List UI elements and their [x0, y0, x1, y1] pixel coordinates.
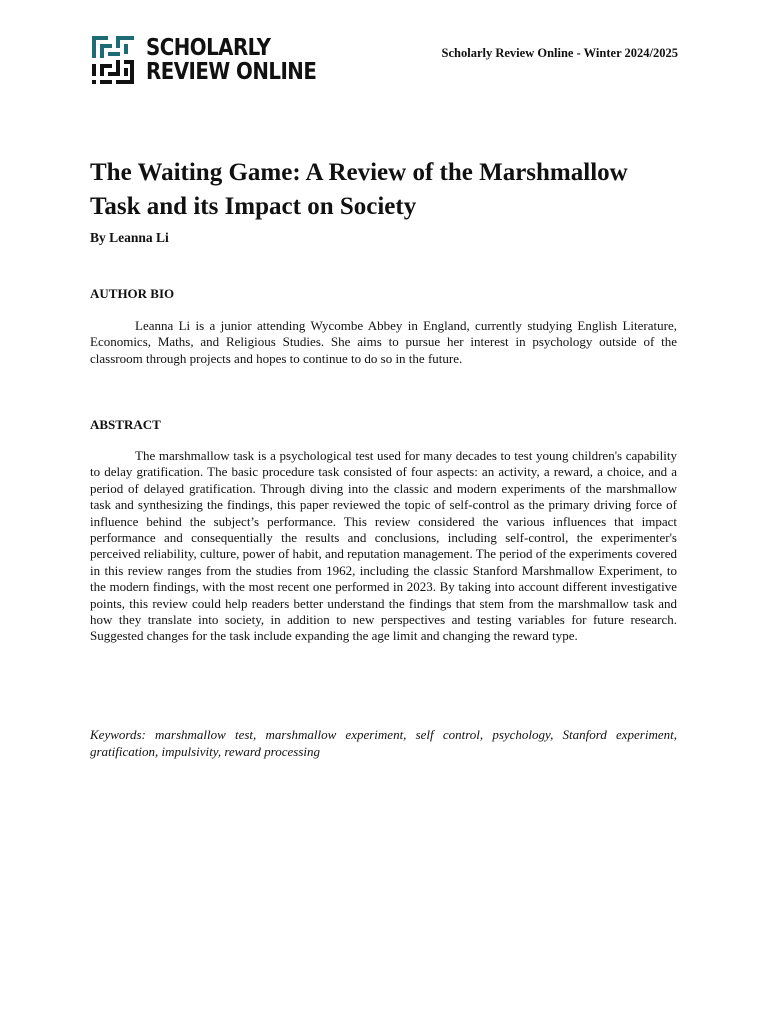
abstract-text: The marshmallow task is a psychological test used for many decades to test young children's capability to delay gratification. The basic procedure task consisted of four aspects: an activity, a reward, a choice, and a period of delayed gratification. Through diving into the classic and modern experiments of the marshmallow task and synthesizing the findings, this paper reviewed the topic of self-control as the primary driving force of influence behind the subject’s performance. This review considered the various influences that impact performance and consequentially the results and conclusions, including self-control, the experimenter's perceived reliability, culture, power of habit, and reputation management. The period of the experiments covered in this review ranges from the studies from 1962, including the classic Stanford Marshmallow Experiment, to the modern findings, with the most recent one performed in 2023. By taking into account different investigative points, this review could help readers better understand the findings that stem from the marshmallow task and how they translate into society, in addition to new perspectives and testing variables for future research. Suggested changes for the task include expanding the age limit and changing the reward type.: [90, 448, 677, 644]
article-title: The Waiting Game: A Review of the Marshmallow Task and its Impact on Society: [90, 159, 628, 220]
keywords-text: Keywords: marshmallow test, marshmallow experiment, self control, psychology, Stanford experiment, gratification, impulsivity, reward processing: [90, 727, 677, 759]
author-bio-text: Leanna Li is a junior attending Wycombe Abbey in England, currently studying English Literature, Economics, Maths, and Religious Studies. She aims to pursue her interest in psychology outside of the classroom through projects and hopes to continue to do so in the future.: [90, 318, 677, 366]
logo-line-1: SCHOLARLY: [146, 35, 271, 61]
scholarly-review-logo-icon: [92, 36, 134, 84]
running-head: Scholarly Review Online - Winter 2024/2025: [441, 46, 678, 60]
logo-line-2: REVIEW ONLINE: [146, 59, 317, 85]
page-header: [0, 0, 768, 110]
logo-wordmark: [146, 36, 316, 84]
abstract-heading: ABSTRACT: [90, 417, 161, 432]
article-byline: By Leanna Li: [90, 230, 169, 245]
author-bio-heading: AUTHOR BIO: [90, 286, 175, 301]
